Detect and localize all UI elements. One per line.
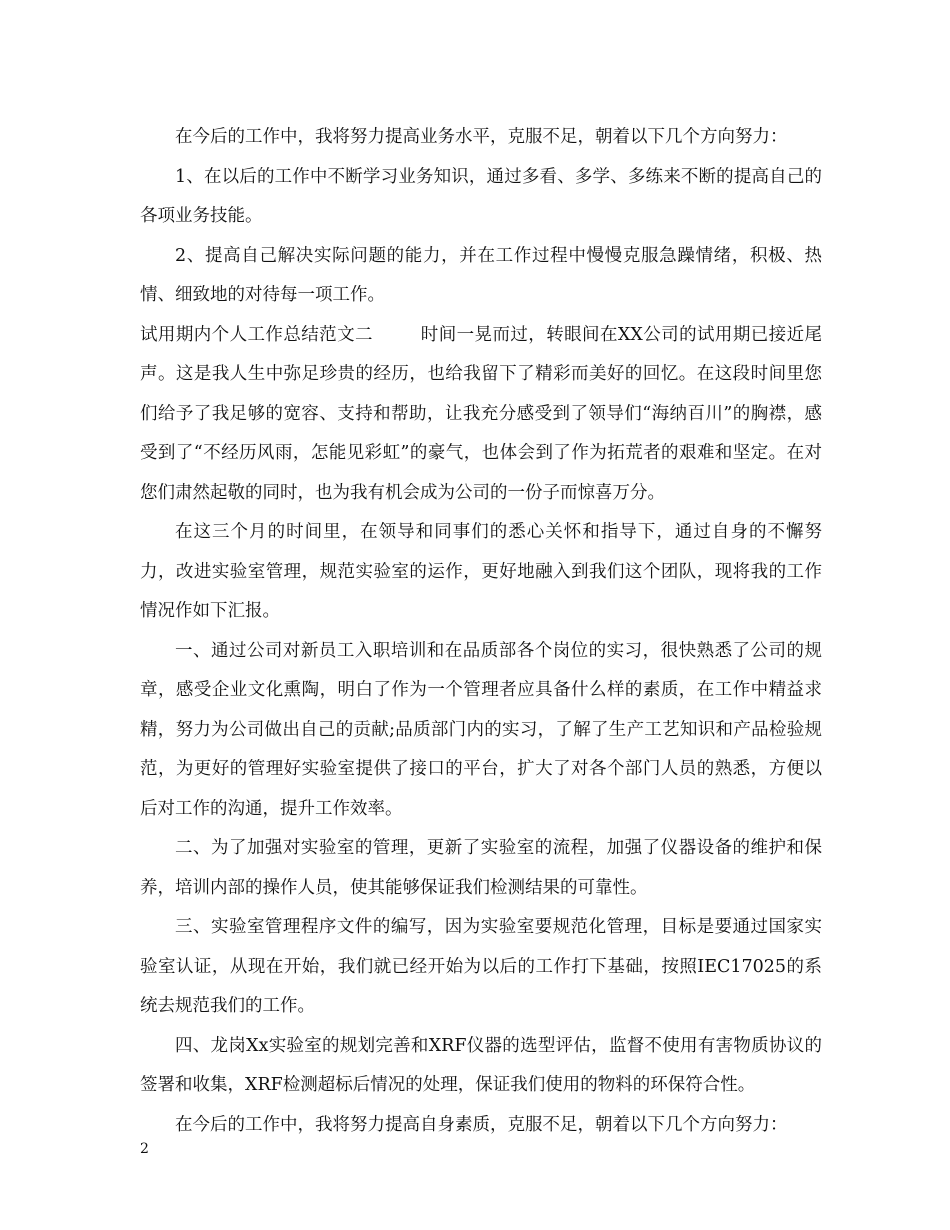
paragraph-intro: 在今后的工作中，我将努力提高业务水平，克服不足，朝着以下几个方向努力：: [175, 127, 788, 147]
document-body: [140, 118, 822, 1145]
section-intro-text: 时间一晃而过，转眼间在XX公司的试用期已接近尾声。这是我人生中弥足珍贵的经历，也给我留下了精彩而美好的回忆。在这段时间里您们给予了我足够的宽容、支持和帮助，让我充分感受到了领导们“海纳百川”的胸襟，感受到了“不经历风雨，怎能见彩虹”的豪气，也体会到了作为拓荒者的艰难和坚定。在对您们肃然起敬的同时，也为我有机会成为公司的一份子而惊喜万分。: [140, 324, 822, 503]
paragraph-point-1: 1、在以后的工作中不断学习业务知识，通过多看、多学、多练来不断的提高自己的各项业务技能。: [140, 166, 822, 226]
paragraph-closing: 在今后的工作中，我将努力提高自身素质，克服不足，朝着以下几个方向努力：: [175, 1114, 788, 1135]
page-number: 2: [140, 1141, 149, 1157]
paragraph-point-2: 2、提高自己解决实际问题的能力，并在工作过程中慢慢克服急躁情绪，积极、热情、细致地的对待每一项工作。: [140, 245, 822, 305]
section-two-paragraph: [140, 316, 822, 514]
paragraph-summary: 在这三个月的时间里，在领导和同事们的悉心关怀和指导下，通过自身的不懈努力，改进实验室管理，规范实验室的运作，更好地融入到我们这个团队，现将我的工作情况作如下汇报。: [140, 522, 822, 621]
title-gap: [373, 325, 421, 345]
paragraph-item-two: 二、为了加强对实验室的管理，更新了实验室的流程，加强了仪器设备的维护和保养，培训内部的操作人员，使其能够保证我们检测结果的可靠性。: [140, 838, 822, 898]
paragraph-item-one: 一、通过公司对新员工入职培训和在品质部各个岗位的实习，很快熟悉了公司的规章，感受企业文化熏陶，明白了作为一个管理者应具备什么样的素质，在工作中精益求精，努力为公司做出自己的贡献;品质部门内的实习，了解了生产工艺知识和产品检验规范，为更好的管理好实验室提供了接口的平台，扩大了对各个部门人员的熟悉，方便以后对工作的沟通，提升工作效率。: [140, 640, 822, 819]
paragraph-item-three: 三、实验室管理程序文件的编写，因为实验室要规范化管理，目标是要通过国家实验室认证，从现在开始，我们就已经开始为以后的工作打下基础，按照IEC17025的系统去规范我们的工作。: [140, 917, 822, 1016]
paragraph-item-four: 四、龙岗Xx实验室的规划完善和XRF仪器的选型评估，监督不使用有害物质协议的签署和收集，XRF检测超标后情况的处理，保证我们使用的物料的环保符合性。: [140, 1035, 822, 1095]
section-title: 试用期内个人工作总结范文二: [140, 324, 373, 345]
